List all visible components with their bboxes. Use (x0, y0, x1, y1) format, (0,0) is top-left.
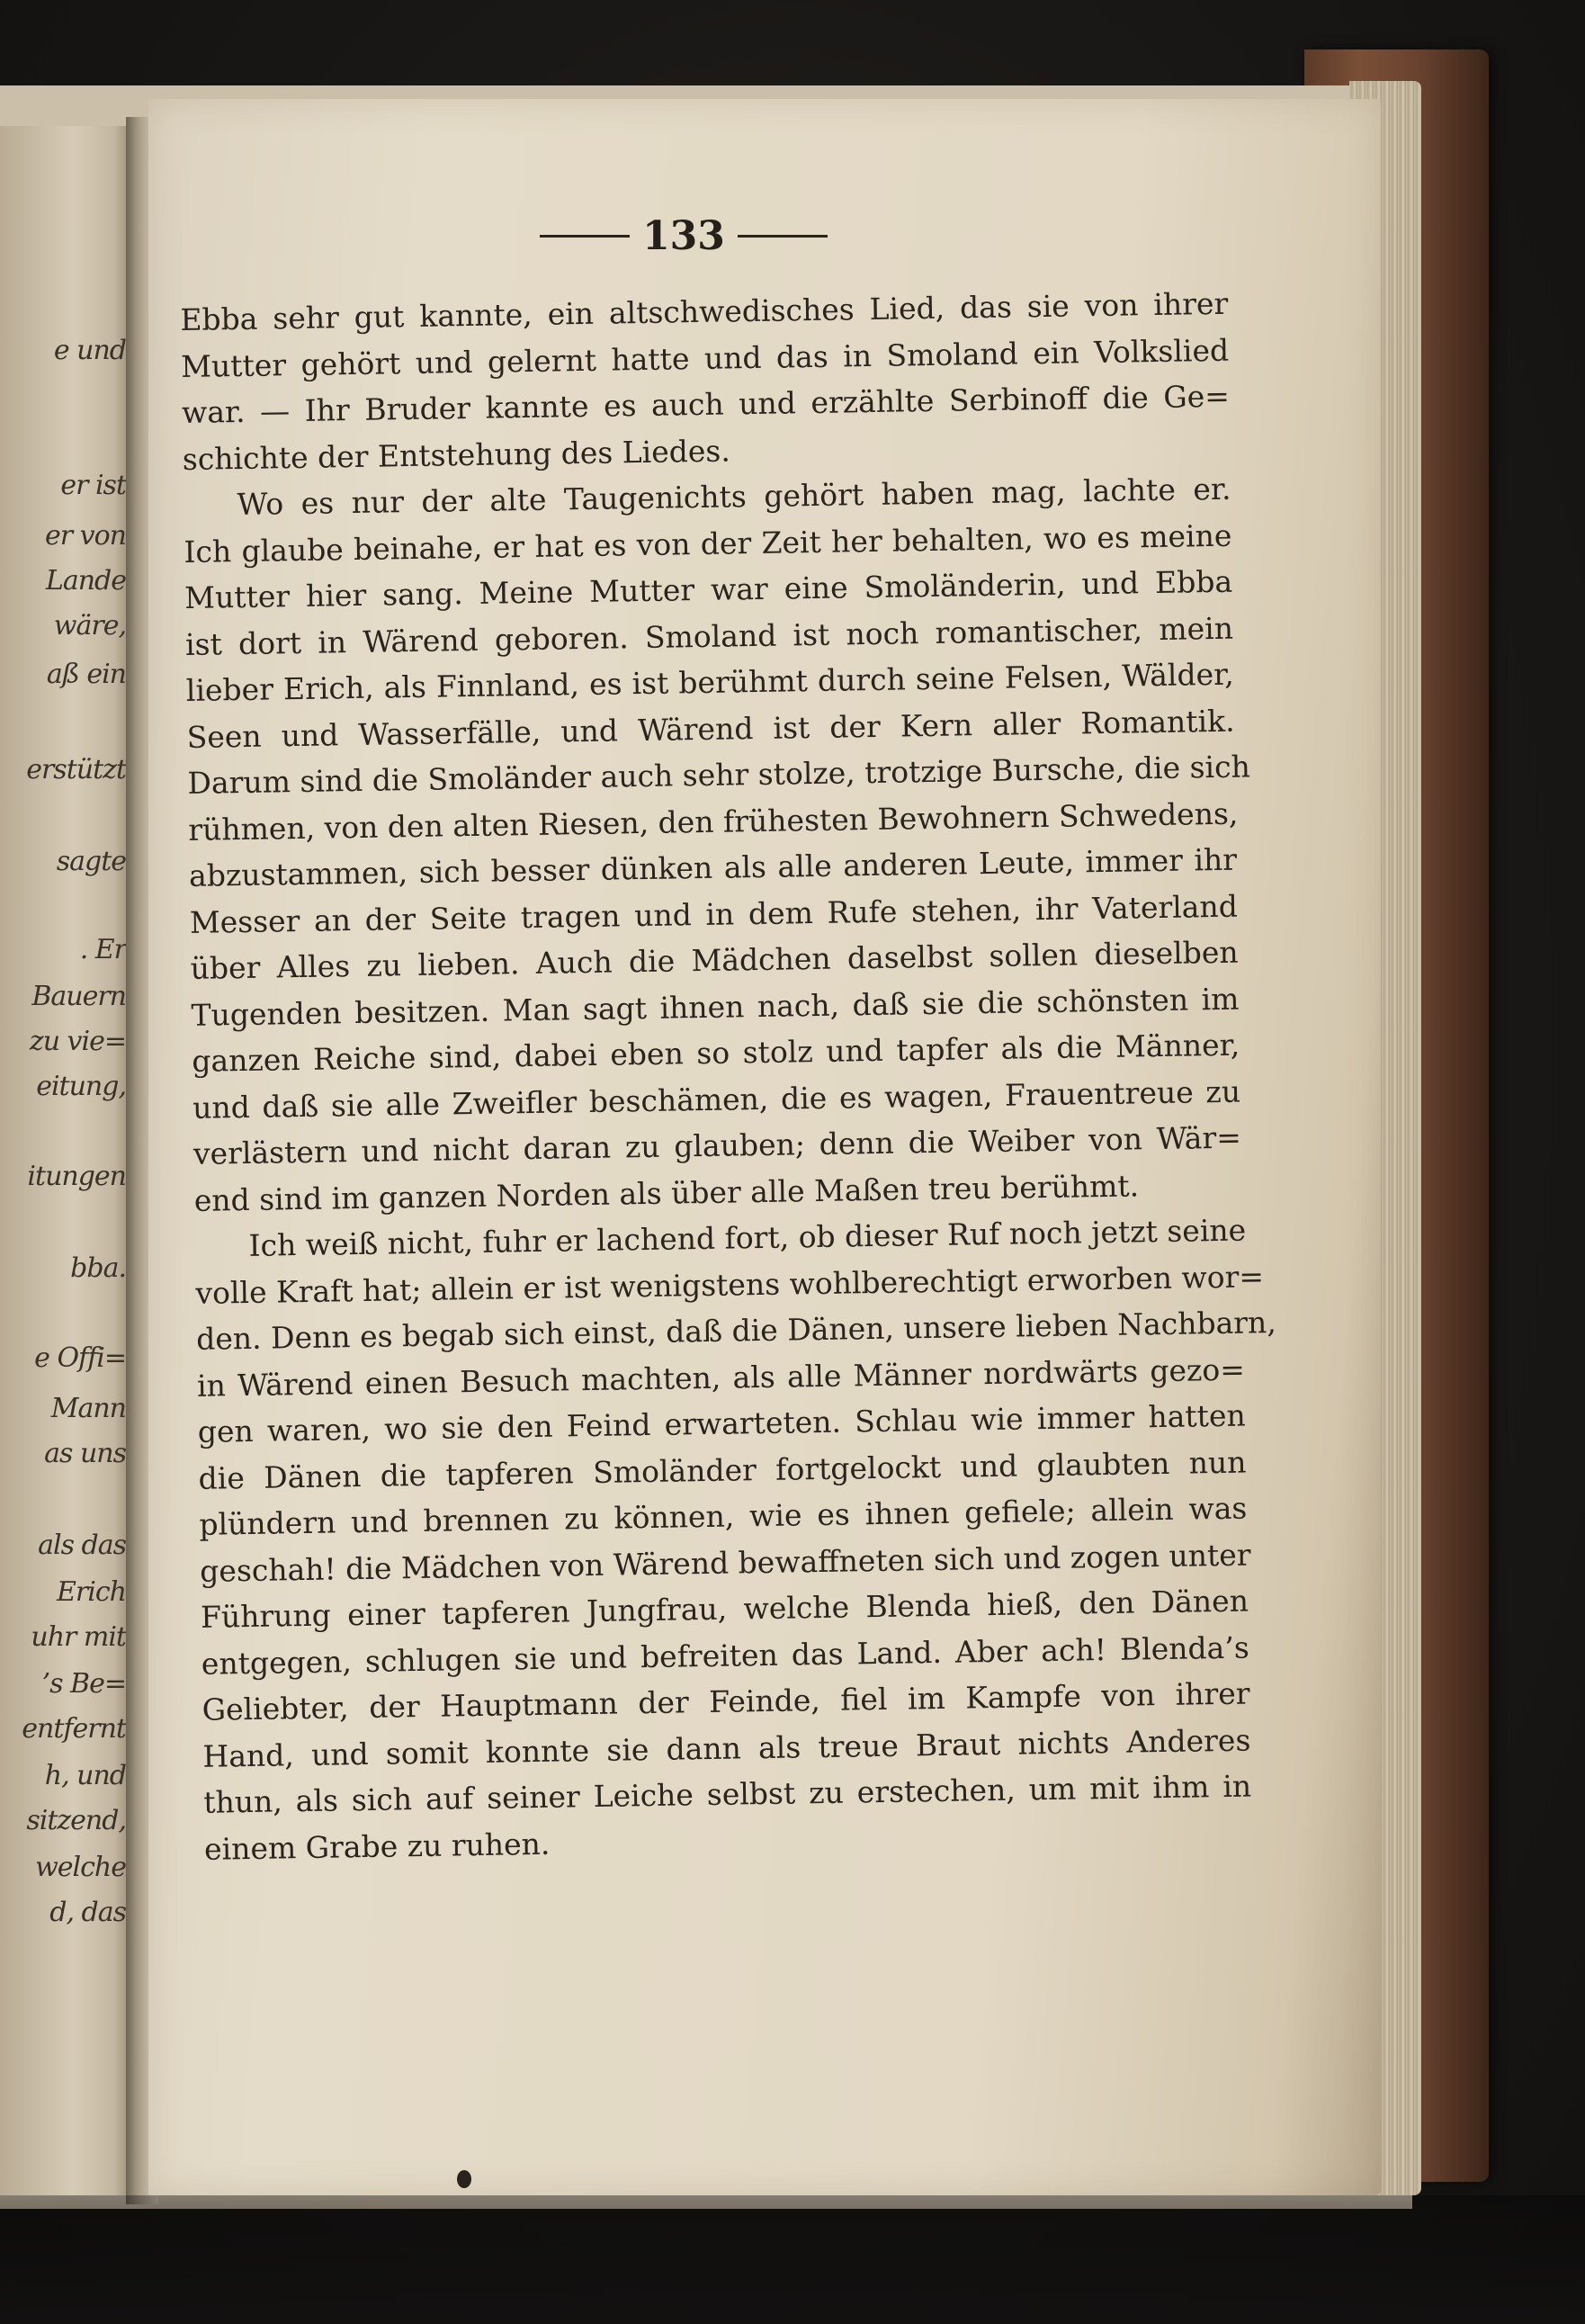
text-line: einem Grabe zu ruhen. (203, 1826, 551, 1867)
text-line: verlästern und nicht daran zu glauben; denn die Weiber von Wär= (193, 1119, 1242, 1171)
text-line: Führung einer tapferen Jungfrau, welche Blenda hieß, den Dänen (200, 1583, 1249, 1635)
text-line: end sind im ganzen Norden als über alle Maßen treu berühmt. (193, 1167, 1140, 1218)
bottom-shadow (0, 2195, 1585, 2324)
left-page-fragment: Bauern (31, 981, 126, 1012)
text-line: schichte der Entstehung des Liedes. (182, 432, 731, 477)
left-page-fragment: d, das (49, 1897, 126, 1928)
left-page-fragment: ’s Be= (41, 1668, 126, 1700)
text-line: Mutter gehört und gelernt hatte und das in Smoland ein Volkslied (180, 332, 1230, 384)
text-line: Geliebter, der Hauptmann der Feinde, fiel im Kampfe von ihrer (201, 1675, 1250, 1727)
text-line: Hand, und somit konnte sie dann als treue Braut nichts Anderes (202, 1722, 1251, 1774)
text-line: ist dort in Wärend geboren. Smoland ist noch romantischer, mein (184, 610, 1234, 662)
left-page-fragment: sagte (56, 846, 126, 877)
text-line: Tugenden besitzen. Man sagt ihnen nach, daß sie die schönsten im (191, 981, 1240, 1033)
page-header (540, 209, 828, 263)
left-page-fragment: aß ein (46, 659, 126, 690)
text-line: geschah! die Mädchen von Wärend bewaffneten sich und zogen unter (199, 1536, 1251, 1589)
text-line: ganzen Reiche sind, dabei eben so stolz und tapfer als die Männer, (192, 1027, 1240, 1079)
header-rule-left (540, 235, 630, 238)
text-line: lieber Erich, als Finnland, es ist berühmt durch seine Felsen, Wälder, (185, 656, 1235, 708)
text-line: Ich weiß nicht, fuhr er lachend fort, ob dieser Ruf noch jetzt seine (248, 1212, 1247, 1263)
text-line: Seen und Wasserfälle, und Wärend ist der Kern aller Romantik. (186, 703, 1235, 755)
body-text (180, 281, 1277, 1872)
text-line: entgegen, schlugen sie und befreiten das Land. Aber ach! Blenda’s (201, 1629, 1250, 1682)
left-page-fragment: Erich (57, 1576, 126, 1608)
text-line: die Dänen die tapferen Smoländer fortgelockt und glaubten nun (198, 1444, 1247, 1496)
text-line: thun, als sich auf seiner Leiche selbst zu erstechen, um mit ihm in (202, 1768, 1252, 1820)
left-page-fragment: Mann (50, 1393, 126, 1424)
text-line: Ebba sehr gut kannte, ein altschwedisches Lied, das sie von ihrer (180, 285, 1229, 337)
left-page-fragment: erstützt (26, 754, 126, 785)
left-page-fragment: welche (35, 1852, 126, 1883)
left-page-fragment: Lande (45, 565, 126, 597)
text-line: über Alles zu lieben. Auch die Mädchen daselbst sollen dieselben (190, 934, 1239, 986)
left-page (0, 126, 135, 2195)
left-page-fragment: h, und (44, 1760, 126, 1791)
text-line: plündern und brennen zu können, wie es ihnen gefiele; allein was (199, 1490, 1248, 1542)
header-rule-right (738, 235, 828, 238)
text-line: Ich glaube beinahe, er hat es von der Zeit her behalten, wo es meine (184, 517, 1232, 570)
text-line: gen waren, wo sie den Feind erwarteten. Schlau wie immer hatten (197, 1397, 1246, 1449)
left-page-fragment: uhr mit (31, 1621, 126, 1653)
left-page-fragment: e Offi= (34, 1342, 126, 1374)
text-line: abzustammen, sich besser dünken als alle anderen Leute, immer ihr (188, 841, 1238, 893)
left-page-fragment: itungen (27, 1161, 126, 1192)
left-page-fragment: sitzend, (26, 1805, 126, 1836)
left-page-fragment: er von (45, 520, 126, 552)
left-page-fragment: . Er (79, 934, 126, 965)
text-line: in Wärend einen Besuch machten, als alle Männer nordwärts gezo= (196, 1351, 1246, 1404)
left-page-fragment: bba. (70, 1252, 126, 1284)
page-number: 133 (642, 212, 725, 259)
left-page-fragment: als das (38, 1530, 126, 1561)
text-line: Mutter hier sang. Meine Mutter war eine Smoländerin, und Ebba (184, 563, 1233, 615)
left-page-fragment: zu vie= (29, 1026, 126, 1057)
left-page-fragment: wäre, (53, 610, 126, 642)
text-line: Messer an der Seite tragen und in dem Rufe stehen, ihr Vaterland (189, 888, 1239, 940)
text-line: Darum sind die Smoländer auch sehr stolze, trotzige Bursche, die sich (187, 749, 1251, 801)
left-page-fragment: e und (53, 335, 126, 366)
text-line: war. — Ihr Bruder kannte es auch und erzählte Serbinoff die Ge= (181, 378, 1231, 430)
left-page-fragment: as uns (44, 1438, 126, 1469)
text-line: volle Kraft hat; allein er ist wenigstens wohlberechtigt erworben wor= (195, 1258, 1265, 1311)
text-line: rühmen, von den alten Riesen, den frühesten Bewohnern Schwedens, (187, 795, 1239, 848)
left-page-fragment: eitung, (36, 1071, 126, 1102)
ink-spot (457, 2170, 471, 2188)
text-line: Wo es nur der alte Taugenichts gehört haben mag, lachte er. (237, 471, 1231, 523)
text-line: den. Denn es begab sich einst, daß die Dänen, unsere lieben Nachbarn, (195, 1304, 1277, 1357)
left-page-fragment: entfernt (22, 1713, 126, 1745)
left-page-fragment: er ist (60, 470, 126, 501)
text-line: und daß sie alle Zweifler beschämen, die es wagen, Frauentreue zu (192, 1073, 1241, 1126)
